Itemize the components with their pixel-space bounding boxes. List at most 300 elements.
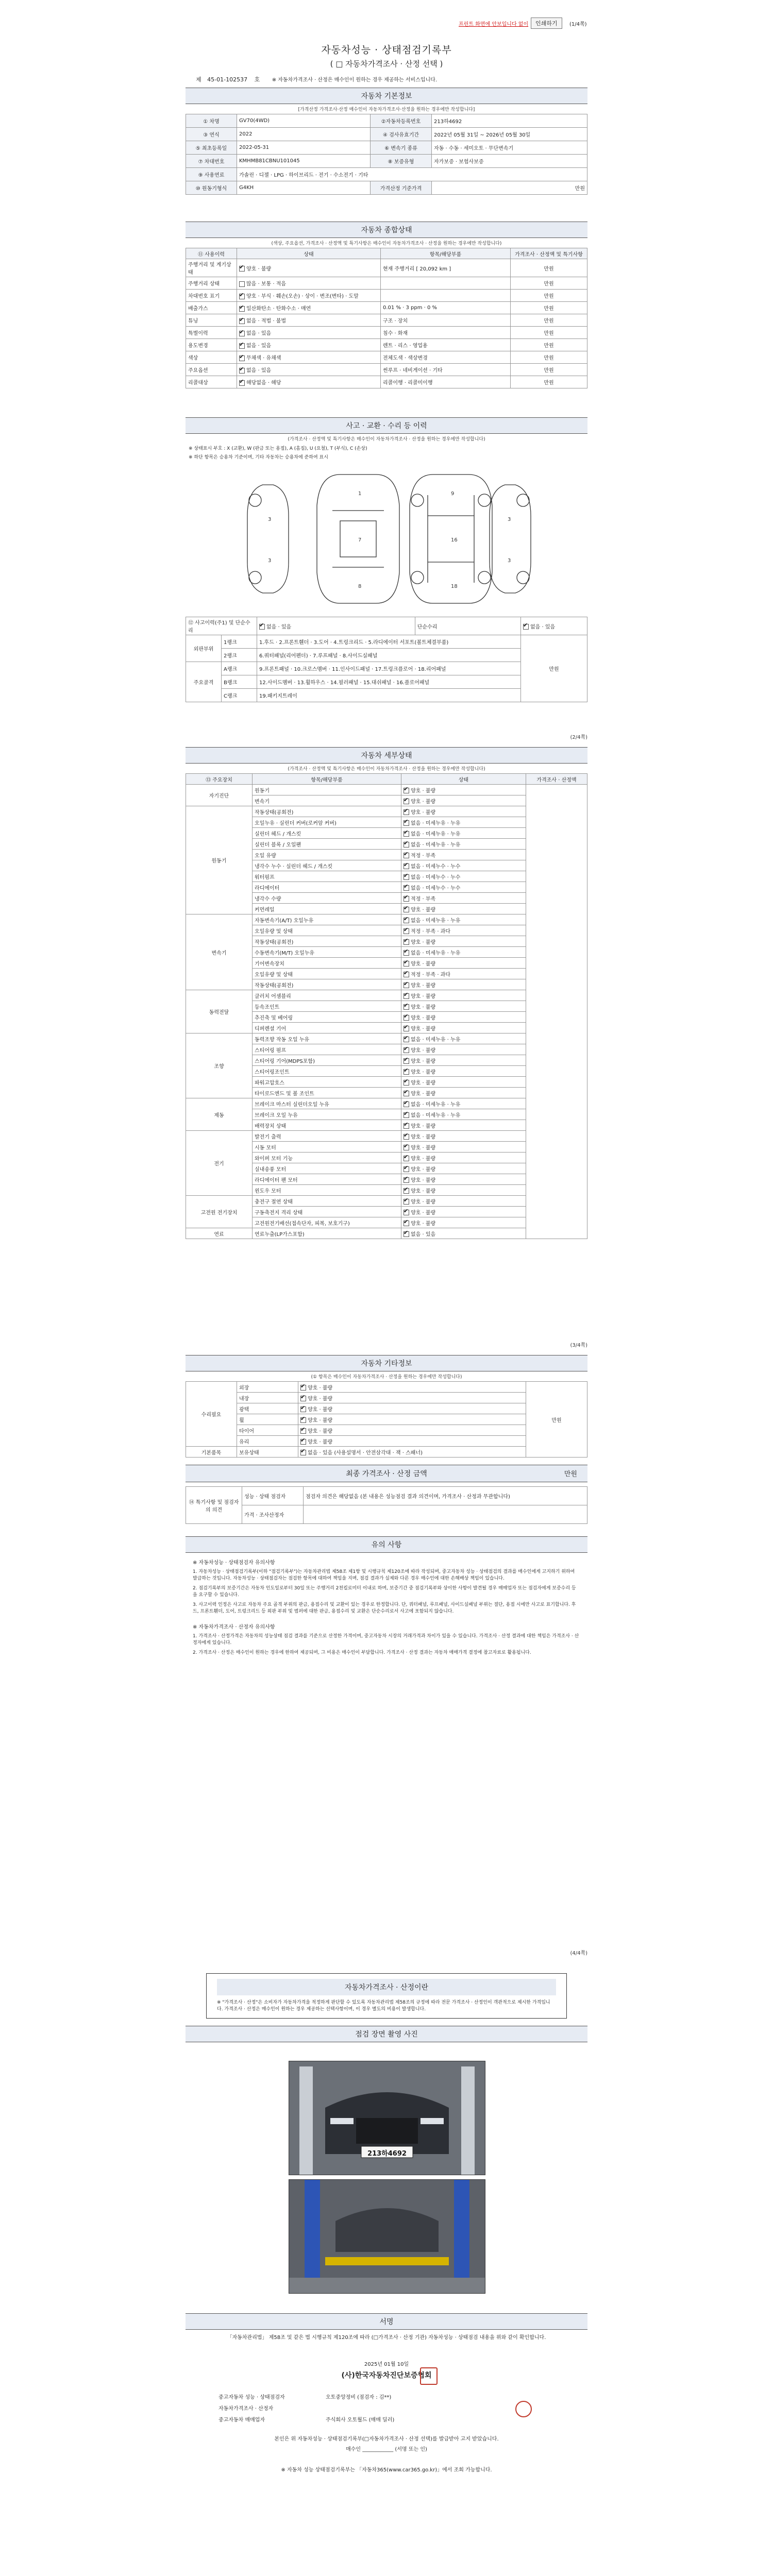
detail-state bbox=[401, 1131, 526, 1142]
overall-item: 용도변경 bbox=[186, 339, 237, 351]
rank-label: 2랭크 bbox=[222, 649, 257, 662]
accident-legend-1: ※ 상태표시 부호 : X (교환), W (판금 또는 용접), A (흠집), U (요철), T (부식), C (손상) bbox=[189, 446, 367, 451]
detail-part: 워터펌프 bbox=[253, 871, 401, 882]
detail-group: 변속기 bbox=[186, 914, 253, 990]
detail-group: 전기 bbox=[186, 1131, 253, 1196]
svg-text:3: 3 bbox=[508, 558, 511, 564]
state-text: 해당없음 · 해당 bbox=[246, 380, 281, 386]
detail-state bbox=[401, 839, 526, 850]
basic-label: ⑨ 사용연료 bbox=[186, 168, 237, 181]
detail-part: 수동변속기(M/T) 오일누유 bbox=[253, 947, 401, 958]
detail-state bbox=[401, 1142, 526, 1153]
state-text: 양호 · 불량 bbox=[411, 1134, 436, 1140]
state-text: 양호 · 불량 bbox=[411, 1166, 436, 1173]
detail-part: 작동상태(공회전) bbox=[253, 936, 401, 947]
detail-part: 라디에이터 팬 모터 bbox=[253, 1174, 401, 1185]
detail-state bbox=[401, 1228, 526, 1239]
sign-role: 중고자동차 성능 · 상태점검자 bbox=[219, 2394, 285, 2400]
other-state bbox=[298, 1382, 526, 1393]
state-text: 양호 · 불량 bbox=[411, 982, 436, 989]
state-text: 없음 · 미세누수 · 누수 bbox=[411, 885, 461, 891]
overall-state bbox=[237, 327, 381, 339]
detail-part: 실린더 블록 / 오일팬 bbox=[253, 839, 401, 850]
checkbox-checked[interactable] bbox=[404, 1101, 409, 1107]
accident-section bbox=[186, 417, 587, 702]
detail-part: 오일유량 및 상태 bbox=[253, 969, 401, 979]
svg-text:9: 9 bbox=[451, 491, 455, 497]
detail-state bbox=[401, 936, 526, 947]
basic-band: 자동차 기본정보 bbox=[186, 88, 587, 104]
overall-table bbox=[186, 248, 587, 388]
checkbox-checked[interactable] bbox=[404, 1015, 409, 1021]
state-text: 양호 · 불량 bbox=[411, 907, 436, 913]
detail-group: 조향 bbox=[186, 1033, 253, 1098]
sign-role: 자동차가격조사 · 산정자 bbox=[219, 2405, 274, 2412]
checkbox-checked[interactable] bbox=[404, 1210, 409, 1215]
detail-part: 브레이크 마스터 실린더오일 누유 bbox=[253, 1098, 401, 1109]
svg-text:1: 1 bbox=[358, 491, 362, 497]
checkbox-checked[interactable] bbox=[300, 1417, 306, 1423]
detail-state bbox=[401, 1055, 526, 1066]
detail-part: 오일유량 및 상태 bbox=[253, 925, 401, 936]
checkbox-checked[interactable] bbox=[404, 950, 409, 956]
detail-state bbox=[401, 1077, 526, 1088]
rank-label: B랭크 bbox=[222, 675, 257, 689]
checkbox-checked[interactable] bbox=[404, 896, 409, 902]
special-label: ⑭ 특기사항 및 점검자의 의견 bbox=[186, 1487, 242, 1524]
overall-section bbox=[186, 222, 587, 388]
state-text: 없음 · 미세누유 · 누유 bbox=[411, 950, 461, 956]
state-text: 양호 · 불량 bbox=[308, 1428, 333, 1434]
checkbox-checked[interactable] bbox=[404, 809, 409, 815]
checkbox-checked[interactable] bbox=[239, 294, 245, 299]
detail-part: 스티어링 펌프 bbox=[253, 1044, 401, 1055]
overall-item: 리콜대상 bbox=[186, 376, 237, 388]
basic-note: [가격산정 가격조사·산정 매수인이 자동차가격조사·산정을 원하는 경우에만 작성합니다] bbox=[298, 107, 475, 112]
detail-state bbox=[401, 914, 526, 925]
car-outline-diagram bbox=[186, 464, 587, 614]
other-state bbox=[298, 1436, 526, 1447]
detail-state bbox=[401, 871, 526, 882]
history-label: ⑫ 사고이력(주1) 및 단순수리 bbox=[188, 620, 250, 634]
checkbox-checked[interactable] bbox=[239, 343, 245, 349]
price-info-title: 자동차가격조사 · 산정이란 bbox=[217, 1979, 556, 1995]
overall-item: 주행거리 및 계기상태 bbox=[186, 259, 237, 277]
sign-date: 2025년 01월 10일 bbox=[364, 2362, 409, 2367]
overall-state bbox=[237, 364, 381, 376]
notes-para: 1. 가격조사 · 산정가격은 자동차의 성능상태 점검 결과를 기준으로 산정한 가격이며, 중고자동차 시장의 거래가격과 차이가 있을 수 있습니다. 가격조사 · 산정 결과에 대한 책임은 가격조사 · 산정자에게 있습니다. bbox=[193, 1634, 579, 1646]
sign-buyer: 매수인 ____________ (서명 또는 인) bbox=[346, 2447, 427, 2452]
car-diagram bbox=[186, 464, 587, 614]
checkbox-checked[interactable] bbox=[239, 368, 245, 374]
detail-part: 구동축전지 격리 상태 bbox=[253, 1207, 401, 1217]
state-text: 양호 · 불량 bbox=[411, 1210, 436, 1216]
notes-para: 2. 가격조사 · 산정은 매수인이 원하는 경우에 한하여 제공되며, 그 비용은 매수인이 부담합니다. 가격조사 · 산정 결과는 자동차 매매가격 결정에 참고자료로 활용됩니다. bbox=[193, 1650, 531, 1655]
page-4 bbox=[186, 1951, 587, 2566]
history-row bbox=[186, 617, 257, 635]
checkbox-checked[interactable] bbox=[404, 1058, 409, 1064]
checkbox-checked[interactable] bbox=[300, 1406, 306, 1412]
checkbox-checked[interactable] bbox=[239, 331, 245, 336]
checkbox-checked[interactable] bbox=[404, 1166, 409, 1172]
overall-price: 만원 bbox=[511, 259, 587, 277]
other-table bbox=[186, 1381, 587, 1458]
basic-label: ⑦ 차대번호 bbox=[186, 155, 237, 168]
print-notice-link[interactable]: 프린트 화면에 안보입니다 없이 bbox=[459, 22, 529, 27]
accident-table bbox=[186, 617, 587, 702]
overall-price: 만원 bbox=[511, 364, 587, 376]
checkbox-checked[interactable] bbox=[300, 1428, 306, 1434]
state-text: 없음 · 미세누수 · 누수 bbox=[411, 874, 461, 880]
col-head: 항목/해당부품 bbox=[381, 248, 511, 259]
detail-part: 스티어링 기어(MDPS포함) bbox=[253, 1055, 401, 1066]
detail-part: 디퍼렌셜 기어 bbox=[253, 1023, 401, 1033]
overall-item: 튜닝 bbox=[186, 314, 237, 327]
document-subtitle: ( □ 자동차가격조사 · 산정 선택 ) bbox=[330, 59, 443, 69]
detail-part: 고전원전기배선(접속단자, 피복, 보호기구) bbox=[253, 1217, 401, 1228]
checkbox-checked[interactable] bbox=[239, 306, 245, 312]
other-part: 광택 bbox=[237, 1403, 298, 1414]
detail-part: 파워고압호스 bbox=[253, 1077, 401, 1088]
overall-item: 차대번호 표기 bbox=[186, 290, 237, 302]
rank-label: A랭크 bbox=[222, 662, 257, 675]
simple-label: 단순수리 bbox=[415, 617, 520, 635]
basic-value: 2022 bbox=[237, 128, 371, 141]
state-text: 일산화탄소 · 탄화수소 · 매연 bbox=[246, 306, 311, 312]
sign-role: 중고자동차 매매업자 bbox=[219, 2417, 265, 2423]
checkbox-checked[interactable] bbox=[404, 1112, 409, 1118]
overall-price: 만원 bbox=[511, 351, 587, 364]
accident-legend-2: ※ 하단 항목은 승용차 기준이며, 기타 자동차는 승용차에 준하여 표시 bbox=[189, 455, 328, 460]
overall-price: 만원 bbox=[511, 376, 587, 388]
detail-part: 충전구 절연 상태 bbox=[253, 1196, 401, 1207]
state-text: 적정 · 부족 · 과다 bbox=[411, 972, 451, 978]
state-text: 양호 · 불량 bbox=[411, 1047, 436, 1054]
checkbox-checked[interactable] bbox=[404, 939, 409, 945]
state-text: 양호 · 불량 bbox=[411, 1156, 436, 1162]
overall-band: 자동차 종합상태 bbox=[186, 222, 587, 238]
price-info-text: ※ "가격조사 · 산정"은 소비자가 자동차가격을 적정하게 판단할 수 있도록 자동차관리법 제58조의 규정에 따라 전문 가격조사 · 산정인이 객관적으로 제시한 가격입니다. 가격조사 · 산정은 매수인이 원하는 경우 제공하는 선택사항이며, 이 경우 별도의 비용이 발생합니다. bbox=[217, 2000, 550, 2012]
other-part: 외장 bbox=[237, 1382, 298, 1393]
basic-label2: 가격산정 기준가격 bbox=[371, 181, 432, 195]
state-text: 적정 · 부족 bbox=[411, 853, 436, 859]
overall-item: 주요옵션 bbox=[186, 364, 237, 376]
special-row-value: 점검자 의견은 해당없음 (본 내용은 성능점검 결과 의견이며, 가격조사 · 산정과 무관합니다) bbox=[304, 1487, 587, 1505]
checkbox-checked[interactable] bbox=[404, 907, 409, 912]
checkbox-checked[interactable] bbox=[404, 1134, 409, 1140]
state-text: 양호 · 불량 bbox=[411, 1015, 436, 1021]
overall-state bbox=[237, 314, 381, 327]
state-text: 양호 · 불량 bbox=[308, 1385, 333, 1391]
notes-band: 유의 사항 bbox=[186, 1536, 587, 1553]
checkbox-checked[interactable] bbox=[404, 1037, 409, 1042]
overall-detail bbox=[381, 277, 511, 290]
detail-state bbox=[401, 1098, 526, 1109]
detail-note: (가격조사 · 산정액 및 특기사항은 매수인이 자동차가격조사 · 산정을 원하는 경우에만 작성합니다) bbox=[288, 767, 485, 772]
main-label: 주요골격 bbox=[186, 662, 222, 702]
overall-detail: 전체도색 · 색상변경 bbox=[381, 351, 511, 364]
overall-price: 만원 bbox=[511, 302, 587, 314]
license-plate-text: 213하4692 bbox=[367, 2150, 407, 2158]
state-text: 양호 · 부식 · 훼손(오손) · 상이 · 변조(변타) · 도말 bbox=[246, 294, 359, 299]
other-part: 타이어 bbox=[237, 1425, 298, 1436]
outer-label: 외판부위 bbox=[186, 635, 222, 662]
sign-value: 오토중앙정비 (점검자 : 김**) bbox=[326, 2394, 392, 2400]
overall-state bbox=[237, 259, 381, 277]
checkbox-checked[interactable] bbox=[404, 874, 409, 880]
state-text: 양호 · 불량 bbox=[411, 961, 436, 967]
special-row-label: 성능 · 상태 점검자 bbox=[242, 1487, 304, 1505]
state-text: 없음 · 있음 (사용설명서 · 안전삼각대 · 잭 · 스패너) bbox=[308, 1450, 423, 1456]
detail-state bbox=[401, 1196, 526, 1207]
state-text: 없음 · 있음 bbox=[411, 1231, 436, 1238]
state-text: 양호 · 불량 bbox=[411, 1145, 436, 1151]
overall-detail: 썬루프 · 네비게이션 · 기타 bbox=[381, 364, 511, 376]
checkbox-checked[interactable] bbox=[259, 624, 265, 630]
overall-detail: 구조 · 장치 bbox=[381, 314, 511, 327]
state-text: 양호 · 불량 bbox=[411, 788, 436, 794]
detail-state bbox=[401, 1185, 526, 1196]
detail-state bbox=[401, 1044, 526, 1055]
special-row-label: 가격 · 조사산정자 bbox=[242, 1505, 304, 1524]
checkbox-checked[interactable] bbox=[404, 918, 409, 923]
state-text: 없음 · 미세누유 · 누유 bbox=[411, 842, 461, 848]
page-count: (1/4쪽) bbox=[569, 22, 587, 27]
detail-state bbox=[401, 1163, 526, 1174]
checkbox-checked[interactable] bbox=[404, 1145, 409, 1150]
checkbox-checked[interactable] bbox=[404, 1156, 409, 1161]
checkbox-checked[interactable] bbox=[404, 799, 409, 804]
other-part: 유리 bbox=[237, 1436, 298, 1447]
detail-part: 오일 유량 bbox=[253, 850, 401, 860]
detail-state bbox=[401, 904, 526, 914]
special-row-value bbox=[304, 1505, 587, 1524]
checkbox-checked[interactable] bbox=[404, 1091, 409, 1096]
basic-table bbox=[186, 114, 587, 195]
state-text: 적정 · 부족 · 과다 bbox=[411, 928, 451, 935]
checkbox-checked[interactable] bbox=[523, 624, 529, 630]
detail-state bbox=[401, 1023, 526, 1033]
detail-state bbox=[401, 1001, 526, 1012]
checkbox-checked[interactable] bbox=[300, 1439, 306, 1445]
detail-group: 고전원 전기장치 bbox=[186, 1196, 253, 1228]
page-count-2: (2/4쪽) bbox=[570, 735, 587, 740]
other-state bbox=[298, 1403, 526, 1414]
checkbox-checked[interactable] bbox=[404, 853, 409, 858]
rank-parts: 19.패키지트레이 bbox=[257, 689, 521, 702]
state-text: 양호 · 불량 bbox=[308, 1396, 333, 1402]
col-head: 가격조사 · 산정액 및 특기사항 bbox=[511, 248, 587, 259]
other-group: 기본품목 bbox=[186, 1447, 237, 1458]
checkbox-checked[interactable] bbox=[239, 318, 245, 324]
state-text: 없음 · 미세누유 · 누유 bbox=[411, 831, 461, 837]
state-text: 무채색 · 유채색 bbox=[246, 355, 281, 361]
col-head: 항목/해당부품 bbox=[253, 774, 401, 785]
checkbox-checked[interactable] bbox=[404, 820, 409, 826]
detail-part: 윈도우 모터 bbox=[253, 1185, 401, 1196]
history-value-text: 없음 · 있음 bbox=[266, 624, 292, 630]
state-text: 양호 · 불량 bbox=[411, 799, 436, 805]
state-text: 양호 · 불량 bbox=[246, 266, 272, 272]
detail-state bbox=[401, 969, 526, 979]
checkbox-checked[interactable] bbox=[300, 1396, 306, 1401]
detail-state bbox=[401, 1217, 526, 1228]
overall-note: (색상, 주요옵션, 가격조사 · 산정액 및 특기사항은 매수인이 자동차가격조사 · 산정을 원하는 경우에만 작성합니다) bbox=[271, 241, 502, 246]
detail-part: 작동상태(공회전) bbox=[253, 979, 401, 990]
checkbox-checked[interactable] bbox=[404, 863, 409, 869]
detail-group: 원동기 bbox=[186, 806, 253, 914]
doc-number: 45-01-102537 bbox=[207, 76, 248, 83]
detail-part: 와이퍼 모터 기능 bbox=[253, 1153, 401, 1163]
checkbox-checked[interactable] bbox=[404, 1080, 409, 1086]
checkbox-checked[interactable] bbox=[404, 1123, 409, 1129]
checkbox-checked[interactable] bbox=[404, 842, 409, 848]
state-text: 양호 · 불량 bbox=[411, 993, 436, 999]
state-text: 양호 · 불량 bbox=[411, 1199, 436, 1205]
rank-label: C랭크 bbox=[222, 689, 257, 702]
doc-number-line bbox=[186, 75, 587, 83]
detail-state bbox=[401, 1109, 526, 1120]
page-count-3: (3/4쪽) bbox=[570, 1343, 587, 1348]
notes-heading-1: ※ 자동차성능 · 상태점검자 유의사항 bbox=[193, 1560, 275, 1566]
detail-state bbox=[401, 882, 526, 893]
state-text: 없음 · 있음 bbox=[246, 343, 272, 349]
footer-note: ※ 자동차 성능 상태점검기록부는 「자동차365(www.car365.go.kr)」에서 조회 가능합니다. bbox=[281, 2467, 492, 2473]
detail-state bbox=[401, 893, 526, 904]
sign-band: 서명 bbox=[186, 2313, 587, 2330]
checkbox-checked[interactable] bbox=[404, 972, 409, 977]
basic-label: ⑤ 최초등록일 bbox=[186, 141, 237, 155]
overall-item: 색상 bbox=[186, 351, 237, 364]
checkbox-checked[interactable] bbox=[404, 1069, 409, 1075]
detail-state bbox=[401, 925, 526, 936]
accident-band: 사고 · 교환 · 수리 등 이력 bbox=[186, 417, 587, 434]
detail-part: 오일누유 · 실린더 커버(로커암 커버) bbox=[253, 817, 401, 828]
basic-value2: 213하4692 bbox=[432, 114, 587, 128]
checkbox-checked[interactable] bbox=[239, 266, 245, 272]
svg-text:16: 16 bbox=[451, 537, 458, 543]
special-table bbox=[186, 1486, 587, 1524]
checkbox-checked[interactable] bbox=[404, 961, 409, 967]
state-text: 양호 · 불량 bbox=[411, 939, 436, 945]
detail-part: 커먼레일 bbox=[253, 904, 401, 914]
checkbox-checked[interactable] bbox=[404, 831, 409, 837]
simple-value-text: 없음 · 있음 bbox=[530, 624, 556, 630]
svg-text:18: 18 bbox=[451, 584, 458, 589]
detail-part: 발전기 출력 bbox=[253, 1131, 401, 1142]
sign-table bbox=[216, 2391, 557, 2425]
state-text: 없음 · 미세누유 · 누유 bbox=[411, 1037, 461, 1043]
overall-detail: 0.01 % · 3 ppm · 0 % bbox=[381, 302, 511, 314]
checkbox-checked[interactable] bbox=[404, 1177, 409, 1183]
basic-label2: ④ 검사유효기간 bbox=[371, 128, 432, 141]
checkbox-checked[interactable] bbox=[404, 1026, 409, 1031]
basic-value2: 2022년 05월 31일 ~ 2026년 05월 30일 bbox=[432, 128, 587, 141]
other-part: 보유상태 bbox=[237, 1447, 298, 1458]
overall-state bbox=[237, 376, 381, 388]
checkbox-checked[interactable] bbox=[239, 355, 245, 361]
checkbox-checked[interactable] bbox=[404, 885, 409, 891]
print-button[interactable]: 인쇄하기 bbox=[531, 18, 562, 29]
detail-part: 실린더 헤드 / 개스킷 bbox=[253, 828, 401, 839]
svg-text:7: 7 bbox=[358, 537, 362, 543]
checkbox-checked[interactable] bbox=[404, 1004, 409, 1010]
overall-price: 만원 bbox=[511, 314, 587, 327]
accident-price: 만원 bbox=[521, 635, 587, 702]
checkbox-checked[interactable] bbox=[404, 1047, 409, 1053]
state-text: 양호 · 불량 bbox=[411, 809, 436, 816]
checkbox-checked[interactable] bbox=[404, 788, 409, 793]
state-text: 양호 · 불량 bbox=[411, 1080, 436, 1086]
checkbox-checked[interactable] bbox=[404, 1199, 409, 1205]
other-group: 수리필요 bbox=[186, 1382, 237, 1447]
detail-group: 연료 bbox=[186, 1228, 253, 1239]
car-lift-photo-art bbox=[289, 2180, 485, 2293]
checkbox-checked[interactable] bbox=[404, 1188, 409, 1194]
overall-detail: 리콜이행 · 리콜미이행 bbox=[381, 376, 511, 388]
detail-state bbox=[401, 990, 526, 1001]
col-head: 상태 bbox=[237, 248, 381, 259]
col-head: ⑬ 주요장치 bbox=[186, 774, 253, 785]
checkbox-checked[interactable] bbox=[404, 1231, 409, 1237]
checkbox-checked[interactable] bbox=[404, 928, 409, 934]
state-text: 없음 · 미세누유 · 누유 bbox=[411, 820, 461, 826]
checkbox-checked[interactable] bbox=[300, 1385, 306, 1391]
detail-part: 스티어링조인트 bbox=[253, 1066, 401, 1077]
overall-price: 만원 bbox=[511, 327, 587, 339]
checkbox-checked[interactable] bbox=[404, 1221, 409, 1226]
detail-part: 기어변속장치 bbox=[253, 958, 401, 969]
page-2 bbox=[186, 735, 587, 1329]
basic-label2: ②자동차등록번호 bbox=[371, 114, 432, 128]
overall-item: 배출가스 bbox=[186, 302, 237, 314]
basic-value: 2022-05-31 bbox=[237, 141, 371, 155]
checkbox-checked[interactable] bbox=[404, 993, 409, 999]
detail-state bbox=[401, 795, 526, 806]
state-text: 양호 · 불량 bbox=[411, 1026, 436, 1032]
other-state bbox=[298, 1425, 526, 1436]
overall-state bbox=[237, 351, 381, 364]
basic-value: GV70(4WD) bbox=[237, 114, 371, 128]
page-3 bbox=[186, 1343, 587, 1937]
notes-heading-2: ※ 자동차가격조사 · 산정자 유의사항 bbox=[193, 1624, 275, 1630]
basic-label: ① 차명 bbox=[186, 114, 237, 128]
rank-parts: 12.사이드멤버 · 13.휠하우스 · 14.필러패널 · 15.대쉬패널 · 16.플로어패널 bbox=[257, 675, 521, 689]
detail-row bbox=[186, 785, 587, 795]
rank-label: 1랭크 bbox=[222, 635, 257, 649]
photo-band: 점검 장면 촬영 사진 bbox=[186, 2026, 587, 2042]
other-state bbox=[298, 1447, 526, 1458]
notes-para: 3. 사고이력 인정은 사고로 자동차 주요 골격 부위의 판금, 용접수리 및 교환이 있는 경우로 한정합니다. 단, 쿼터패널, 루프패널, 사이드실패널 부위는 절단, 용접 시에만 사고로 표기합니다. 후드, 프론트휀더, 도어, 트렁크리드 등 외판 부위 및 범퍼에 대한 판금, 용접수리 및 교환은 단순수리로서 사고에 포함되지 않습니다. bbox=[193, 1602, 576, 1614]
basic-label: ⑩ 원동기형식 bbox=[186, 181, 237, 195]
detail-part: 추진축 및 베어링 bbox=[253, 1012, 401, 1023]
checkbox-checked[interactable] bbox=[300, 1450, 306, 1455]
org-name: (사)한국자동차진단보증협회 bbox=[341, 2371, 432, 2380]
document-title: 자동차성능 · 상태점검기록부 bbox=[321, 44, 452, 56]
other-price: 만원 bbox=[526, 1382, 587, 1458]
overall-state bbox=[237, 302, 381, 314]
detail-part: 클러치 어셈블리 bbox=[253, 990, 401, 1001]
price-warning: ※ 자동차가격조사 · 산정은 매수인이 원하는 경우 제공하는 서비스입니다. bbox=[272, 77, 438, 83]
checkbox-checked[interactable] bbox=[239, 380, 245, 386]
basic-label2: ⑧ 보증유형 bbox=[371, 155, 432, 168]
svg-text:3: 3 bbox=[268, 517, 272, 522]
overall-price: 만원 bbox=[511, 339, 587, 351]
detail-state bbox=[401, 947, 526, 958]
checkbox[interactable] bbox=[239, 281, 245, 287]
checkbox-checked[interactable] bbox=[404, 982, 409, 988]
overall-price: 만원 bbox=[511, 277, 587, 290]
